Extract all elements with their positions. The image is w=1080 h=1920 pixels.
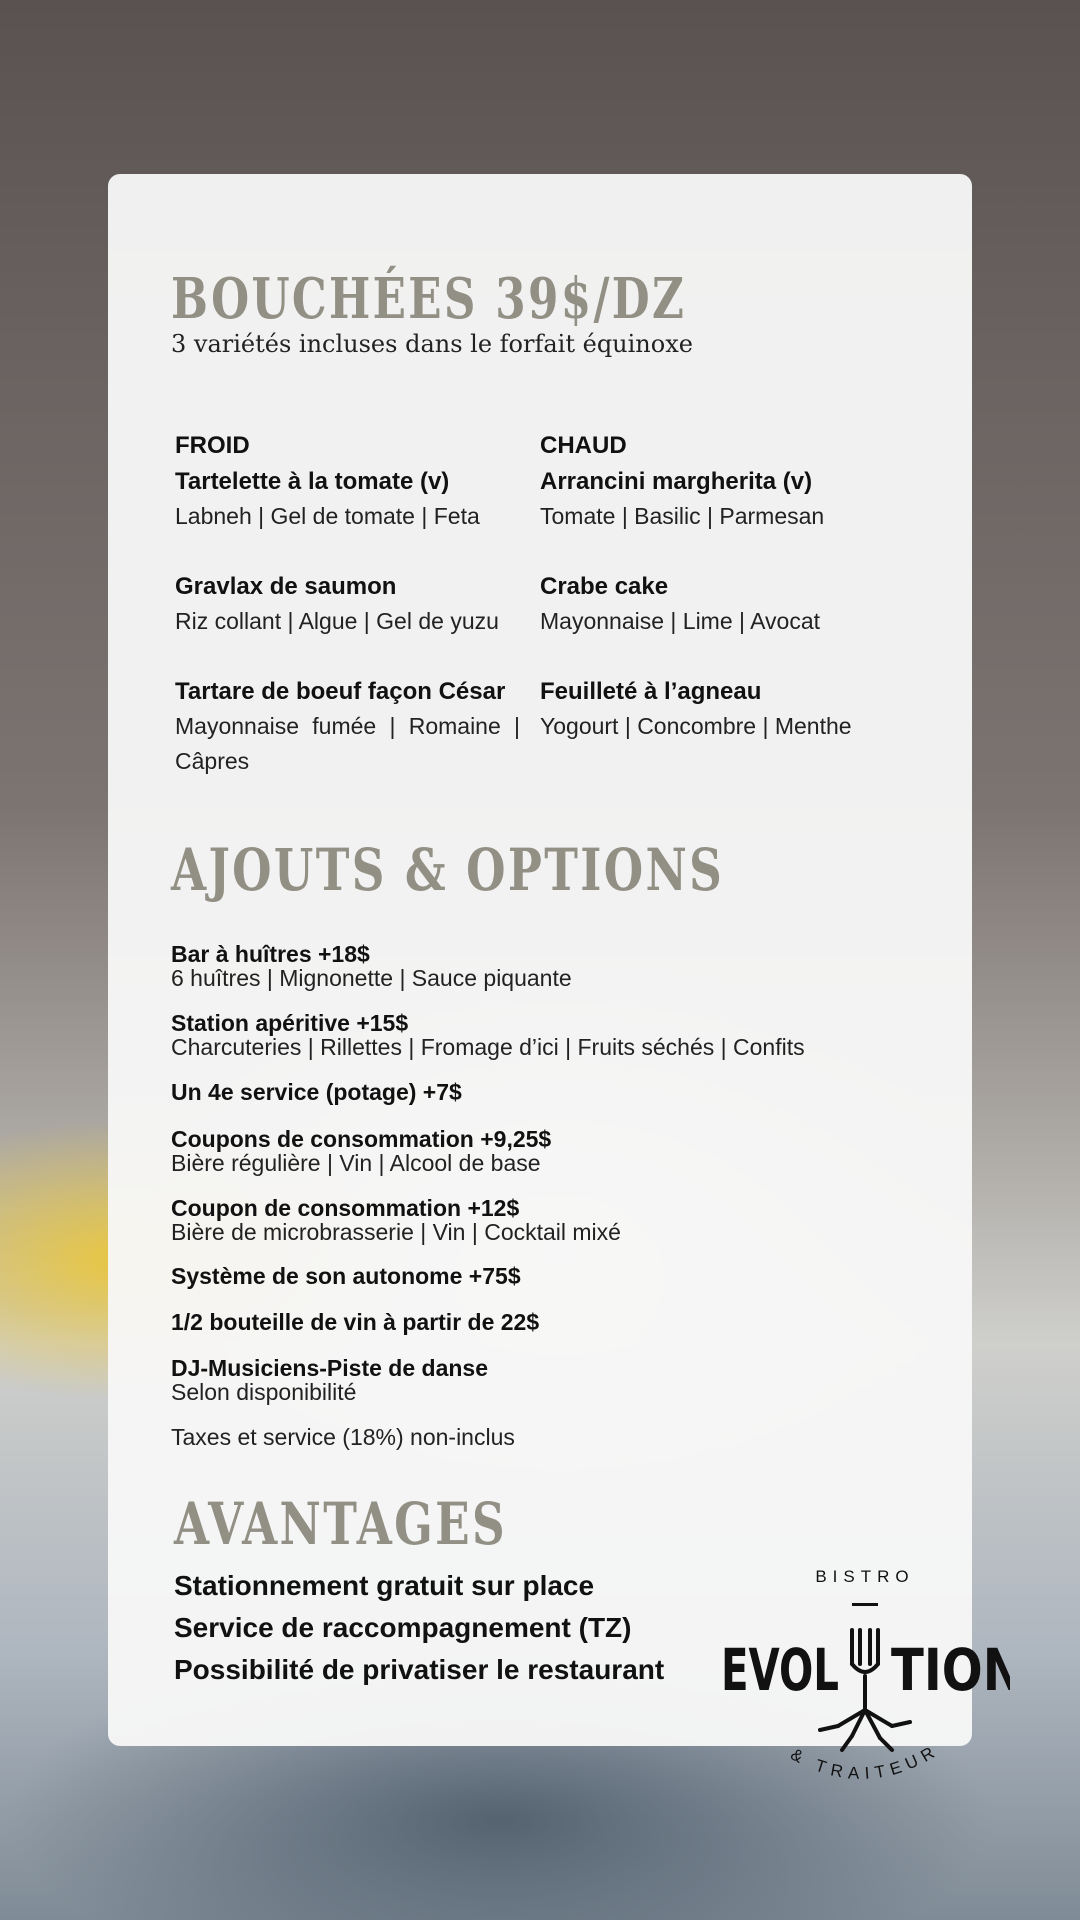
logo-bottom-text [787,1740,942,1783]
option-desc: Selon disponibilité [171,1379,357,1405]
chaud-item [540,569,920,639]
logo-top-text: BISTRO [815,1567,915,1586]
avantage-item: Service de raccompagnement (TZ) [174,1612,632,1643]
item-name: Arrancini margherita (v) [540,468,813,495]
avantages-list [174,1565,664,1691]
tax-note: Taxes et service (18%) non-inclus [171,1424,515,1450]
froid-item [175,569,525,639]
option-item [171,942,891,990]
option-desc: Bière régulière | Vin | Alcool de base [171,1150,541,1176]
option-item [171,1264,891,1288]
bouchees-title: BOUCHÉES 39$/DZ [171,266,687,332]
bistro-evolution-logo [720,1560,1010,1810]
avantages-title: AVANTAGES [174,1490,507,1558]
item-name: Tartare de boeuf façon César [175,678,506,705]
option-item [171,1127,891,1175]
logo-dash [852,1603,878,1606]
froid-heading: FROID [175,432,250,459]
bouchees-subtitle: 3 variétés incluses dans le forfait équinoxe [171,330,693,358]
froid-item [175,464,525,534]
item-desc: Mayonnaise | Lime | Avocat [540,608,821,634]
item-desc: Mayonnaise fumée | Romaine | Câpres [175,713,520,774]
option-item [171,1196,891,1244]
option-name: Bar à huîtres +18$ [171,941,370,967]
option-item [171,1310,891,1334]
option-desc: 6 huîtres | Mignonette | Sauce piquante [171,965,572,991]
option-name: Système de son autonome +75$ [171,1263,521,1289]
option-item [171,1080,891,1104]
option-name: 1/2 bouteille de vin à partir de 22$ [171,1309,540,1335]
avantage-item: Possibilité de privatiser le restaurant [174,1654,665,1685]
logo-main-left: EVOL [721,1636,839,1704]
logo-graphic [720,1560,1010,1810]
item-name: Feuilleté à l’agneau [540,678,762,705]
option-desc: Bière de microbrasserie | Vin | Cocktail mixé [171,1219,621,1245]
option-name: Station apéritive +15$ [171,1010,409,1036]
item-name: Tartelette à la tomate (v) [175,468,450,495]
froid-item [175,674,520,779]
option-item [171,1356,891,1404]
option-item [171,1011,891,1059]
fork-icon [852,1630,878,1672]
option-name: Un 4e service (potage) +7$ [171,1079,462,1105]
item-desc: Riz collant | Algue | Gel de yuzu [175,608,499,634]
ajouts-title: AJOUTS & OPTIONS [171,836,725,904]
logo-bottom-textpath: & TRAITEUR [787,1740,943,1784]
chaud-heading: CHAUD [540,432,627,459]
item-name: Gravlax de saumon [175,573,397,600]
item-name: Crabe cake [540,573,669,600]
option-name: Coupons de consommation +9,25$ [171,1126,552,1152]
item-desc: Labneh | Gel de tomate | Feta [175,503,480,529]
chaud-item [540,464,920,534]
option-desc: Charcuteries | Rillettes | Fromage d’ici | Fruits séchés | Confits [171,1034,805,1060]
chaud-item [540,674,920,744]
logo-main-right: TION [891,1636,1010,1704]
item-desc: Tomate | Basilic | Parmesan [540,503,825,529]
avantage-item: Stationnement gratuit sur place [174,1570,595,1601]
item-desc: Yogourt | Concombre | Menthe [540,713,852,739]
option-name: DJ-Musiciens-Piste de danse [171,1355,488,1381]
option-name: Coupon de consommation +12$ [171,1195,520,1221]
